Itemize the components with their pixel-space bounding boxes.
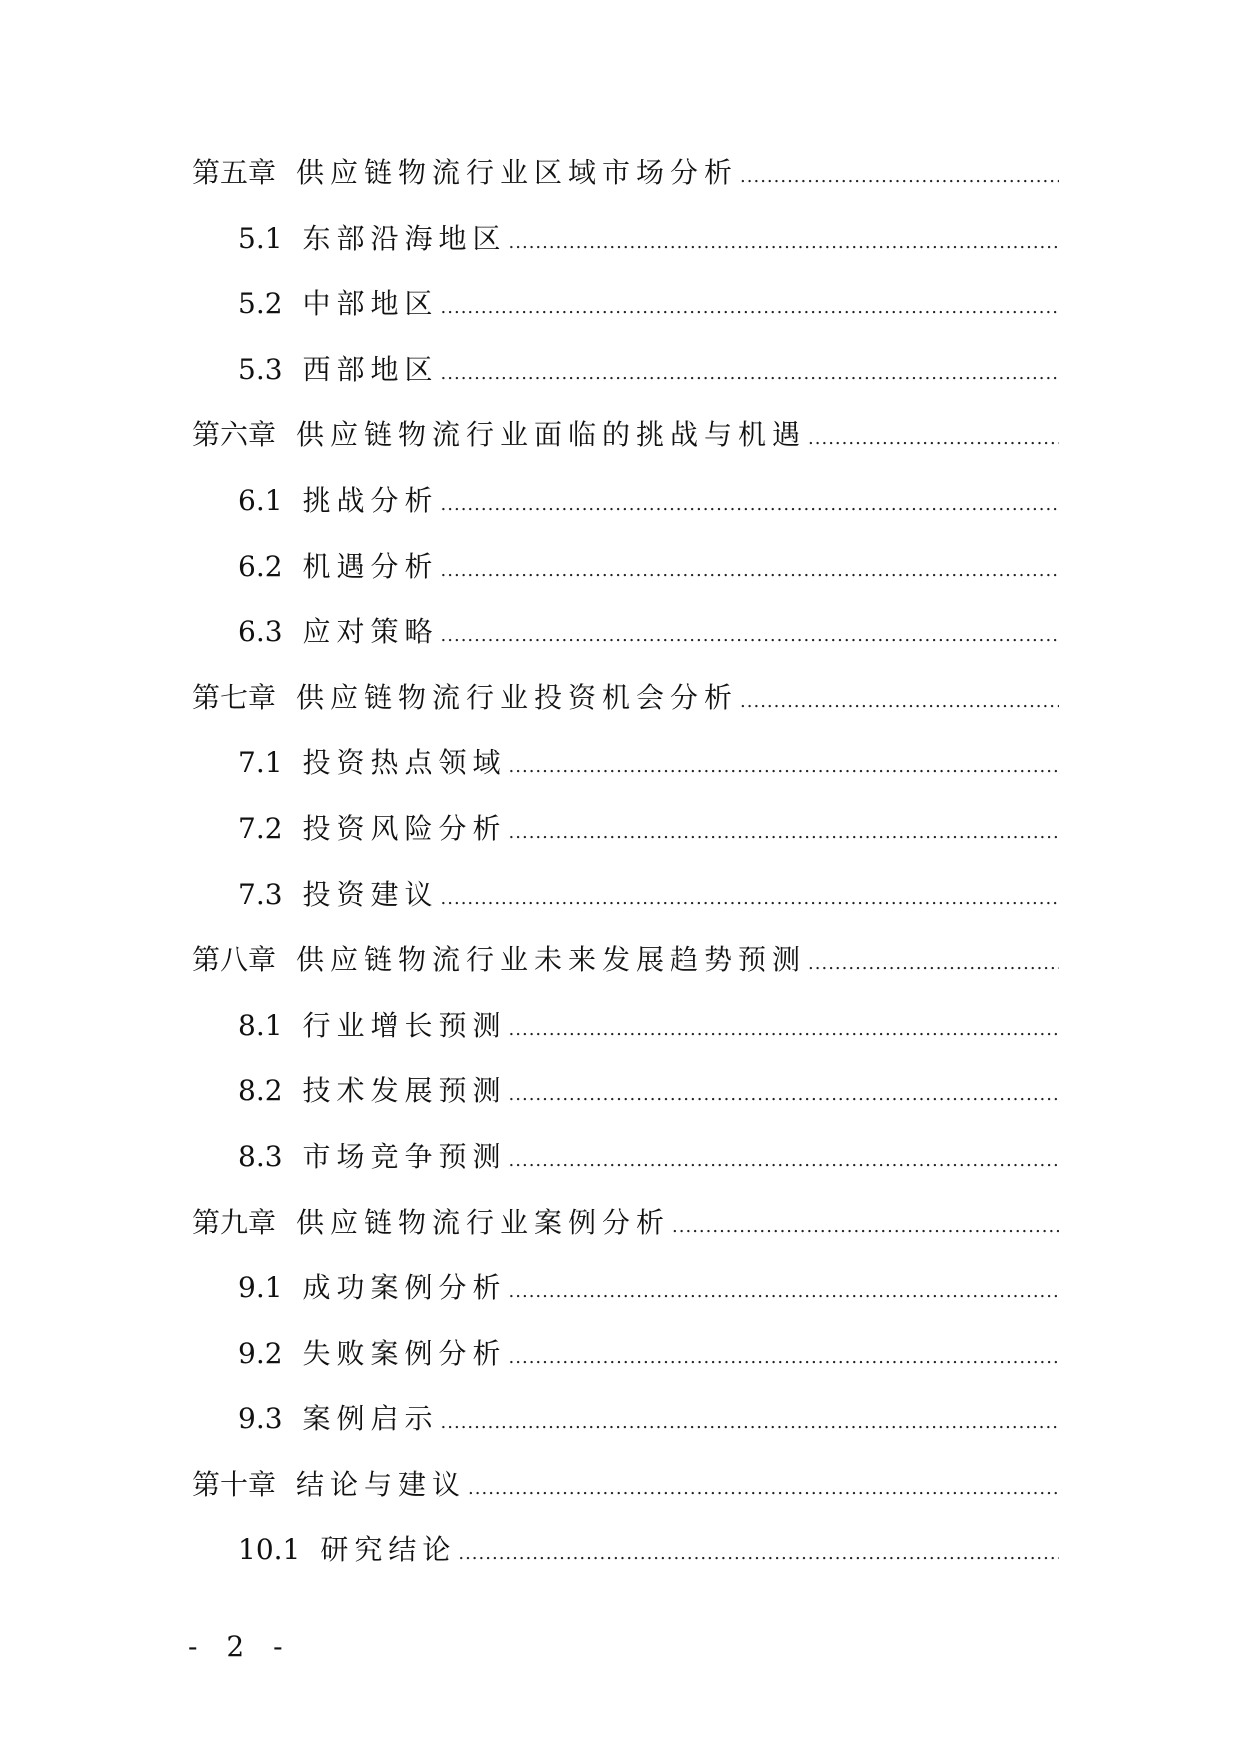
toc-entry-number: 9.1 [238, 1271, 283, 1305]
toc-entry[interactable] [192, 1401, 1059, 1467]
toc-dot-leader [672, 1209, 1059, 1245]
toc-entry-number: 5.2 [238, 287, 283, 321]
toc-entry[interactable] [192, 1336, 1059, 1402]
toc-entry-title: 供应链物流行业未来发展趋势预测 [296, 943, 807, 977]
toc-dot-leader [441, 290, 1059, 326]
toc-dot-leader [509, 1077, 1059, 1113]
toc-entry[interactable] [192, 352, 1059, 418]
toc-dot-leader [509, 1340, 1059, 1376]
toc-entry[interactable] [192, 1008, 1059, 1074]
toc-entry-title: 投资热点领域 [302, 746, 507, 780]
toc-entry[interactable] [192, 286, 1059, 352]
toc-entry[interactable] [192, 1532, 1059, 1598]
toc-entry-title: 供应链物流行业投资机会分析 [296, 680, 739, 714]
toc-entry-number: 6.1 [238, 483, 283, 517]
toc-dot-leader [441, 881, 1059, 917]
toc-entry-title: 行业增长预测 [302, 1008, 507, 1042]
toc-entry[interactable] [192, 1270, 1059, 1336]
toc-entry[interactable] [192, 417, 1059, 483]
toc-entry-title: 供应链物流行业区域市场分析 [296, 156, 739, 189]
toc-entry-number: 8.2 [238, 1074, 283, 1108]
toc-entry-number: 7.2 [238, 811, 283, 845]
toc-entry-number: 第五章 [192, 156, 277, 189]
toc-dot-leader [740, 684, 1059, 720]
toc-entry[interactable] [192, 1073, 1059, 1139]
toc-entry-title: 失败案例分析 [302, 1336, 507, 1370]
toc-entry[interactable] [192, 942, 1059, 1008]
toc-entry[interactable] [192, 877, 1059, 943]
toc-entry[interactable] [192, 745, 1059, 811]
toc-dot-leader [441, 618, 1059, 654]
toc-entry-title: 西部地区 [302, 352, 439, 386]
toc-entry-number: 6.2 [238, 549, 283, 583]
toc-entry-number: 10.1 [238, 1533, 301, 1567]
page-number: - 2 - [188, 1630, 293, 1663]
toc-entry-title: 研究结论 [320, 1533, 457, 1567]
toc-dot-leader [458, 1536, 1059, 1572]
toc-entry-title: 技术发展预测 [302, 1074, 507, 1108]
toc-entry-title: 应对策略 [302, 615, 439, 649]
toc-entry[interactable] [192, 483, 1059, 549]
toc-entry[interactable] [192, 1467, 1059, 1533]
table-of-contents [192, 155, 1059, 1598]
toc-dot-leader [740, 159, 1059, 195]
toc-entry[interactable] [192, 680, 1059, 746]
toc-entry-number: 8.3 [238, 1139, 283, 1173]
toc-entry[interactable] [192, 221, 1059, 287]
toc-entry-number: 第七章 [192, 680, 277, 714]
toc-entry-title: 供应链物流行业面临的挑战与机遇 [296, 418, 807, 452]
toc-entry[interactable] [192, 155, 1059, 221]
toc-dot-leader [509, 1274, 1059, 1310]
toc-entry-number: 7.3 [238, 877, 283, 911]
toc-entry-title: 投资风险分析 [302, 811, 507, 845]
toc-dot-leader [441, 487, 1059, 523]
toc-entry-title: 机遇分析 [302, 549, 439, 583]
toc-entry-title: 东部沿海地区 [302, 221, 507, 255]
toc-dot-leader [509, 815, 1059, 851]
toc-entry-number: 第六章 [192, 418, 277, 452]
toc-entry-number: 第八章 [192, 943, 277, 977]
toc-entry-number: 5.1 [238, 221, 283, 255]
toc-entry-number: 9.3 [238, 1402, 283, 1436]
toc-entry-number: 9.2 [238, 1336, 283, 1370]
toc-dot-leader [441, 356, 1059, 392]
toc-entry-title: 挑战分析 [302, 483, 439, 517]
toc-dot-leader [509, 1012, 1059, 1048]
toc-entry[interactable] [192, 1139, 1059, 1205]
toc-dot-leader [509, 1143, 1059, 1179]
toc-dot-leader [509, 225, 1059, 261]
toc-entry-number: 第十章 [192, 1467, 277, 1501]
toc-entry-title: 投资建议 [302, 877, 439, 911]
toc-entry-number: 5.3 [238, 352, 283, 386]
toc-entry-number: 第九章 [192, 1205, 277, 1239]
toc-dot-leader [808, 946, 1059, 982]
toc-dot-leader [808, 421, 1059, 457]
toc-dot-leader [441, 1405, 1059, 1441]
toc-entry-title: 案例启示 [302, 1402, 439, 1436]
toc-entry[interactable] [192, 811, 1059, 877]
toc-entry-number: 6.3 [238, 615, 283, 649]
toc-dot-leader [468, 1471, 1059, 1507]
toc-entry-title: 供应链物流行业案例分析 [296, 1205, 671, 1239]
toc-entry-title: 结论与建议 [296, 1467, 467, 1501]
toc-entry-title: 市场竞争预测 [302, 1139, 507, 1173]
toc-entry[interactable] [192, 549, 1059, 615]
toc-entry[interactable] [192, 614, 1059, 680]
toc-entry-number: 8.1 [238, 1008, 283, 1042]
toc-dot-leader [509, 749, 1059, 785]
toc-entry-title: 成功案例分析 [302, 1271, 507, 1305]
toc-entry[interactable] [192, 1205, 1059, 1271]
toc-entry-number: 7.1 [238, 746, 283, 780]
toc-entry-title: 中部地区 [302, 287, 439, 321]
toc-dot-leader [441, 553, 1059, 589]
